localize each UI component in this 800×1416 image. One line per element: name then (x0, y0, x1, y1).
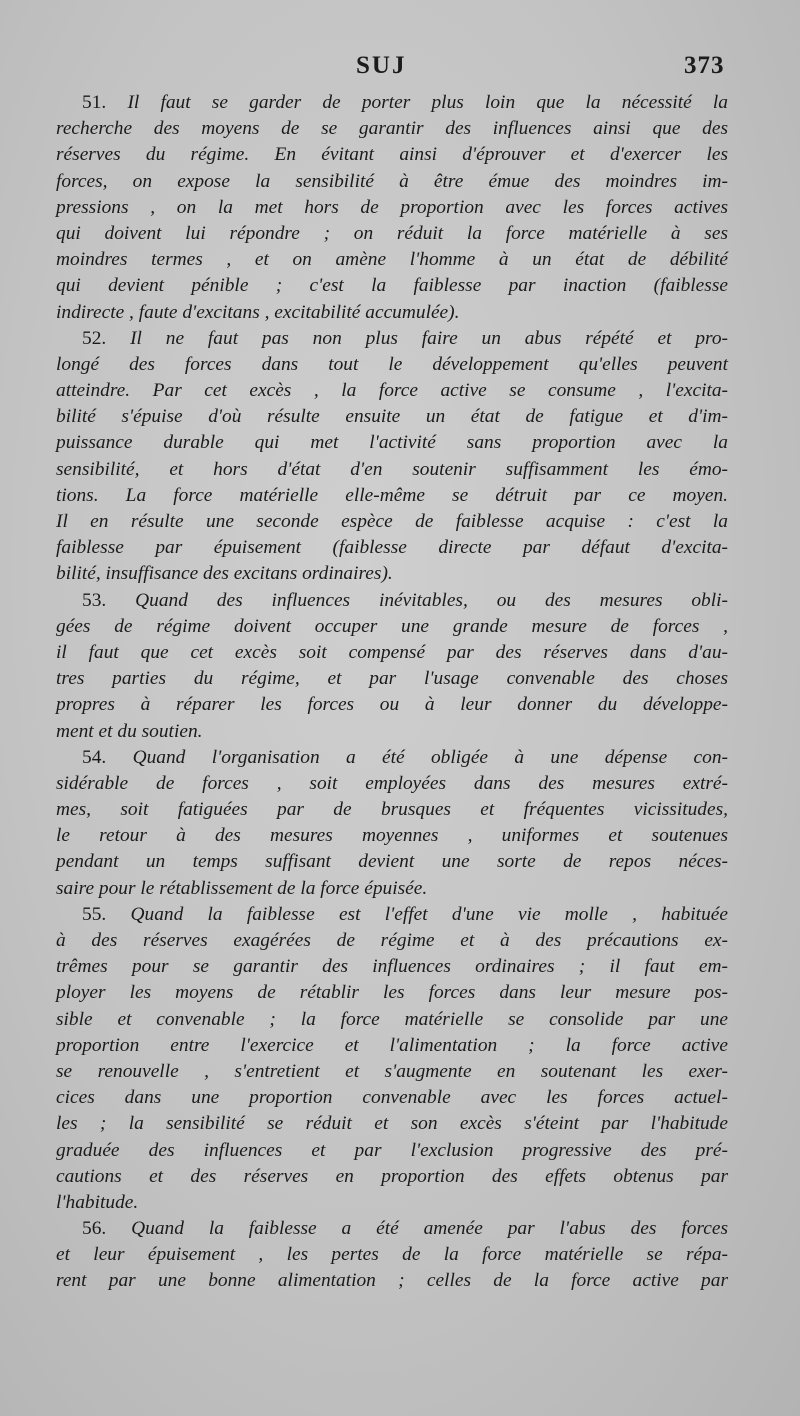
text-line: longé des forces dans tout le développement qu'elles peuvent (56, 353, 728, 375)
text-line: les ; la sensibilité se réduit et son excès s'éteint par l'habitude (56, 1113, 728, 1135)
paragraph-number: 56. (82, 1218, 107, 1240)
text-line: gées de régime doivent occuper une grande mesure de forces , (56, 615, 728, 637)
paragraph-number: 51. (82, 92, 107, 113)
text-line: l'habitude. (56, 1191, 139, 1213)
line-text: Quand la faiblesse est l'effet d'une vie molle , habituée (130, 903, 728, 925)
line-text: Quand l'organisation a été obligée à une dépense con- (132, 746, 728, 768)
text-line: tions. La force matérielle elle-même se détruit par ce moyen. (56, 484, 728, 506)
line-text: Quand la faiblesse a été amenée par l'abus des forces (131, 1218, 728, 1240)
running-title: SUJ (356, 52, 407, 79)
text-line: à des réserves exagérées de régime et à des précautions ex- (56, 930, 728, 951)
text-line: sidérable de forces , soit employées dans des mesures extré- (56, 772, 728, 794)
paragraph-56 (56, 1216, 728, 1295)
text-line (56, 90, 728, 116)
text-line: sensibilité, et hors d'état d'en soutenir suffisamment les émo- (56, 458, 728, 480)
text-line: saire pour le rétablissement de la force épuisée. (56, 877, 428, 899)
paragraph-53 (56, 588, 728, 745)
text-line: forces, on expose la sensibilité à être émue des moindres im- (56, 170, 728, 192)
text-line: atteindre. Par cet excès , la force active se consume , l'excita- (56, 380, 728, 402)
text-line: sible et convenable ; la force matérielle se consolide par une (56, 1008, 728, 1030)
text-line: et leur épuisement , les pertes de la force matérielle se répa- (56, 1244, 728, 1266)
text-line: trêmes pour se garantir des influences ordinaires ; il faut em- (56, 956, 728, 978)
text-line: pendant un temps suffisant devient une sorte de repos néces- (56, 851, 728, 873)
text-line: qui devient pénible ; c'est la faiblesse par inaction (faiblesse (56, 275, 728, 297)
paragraph-number: 55. (82, 903, 107, 925)
text-line: moindres termes , et on amène l'homme à un état de débilité (56, 249, 728, 271)
line-text: Il ne faut pas non plus faire un abus répété et pro- (130, 327, 728, 349)
text-line: faiblesse par épuisement (faiblesse directe par défaut d'excita- (56, 537, 728, 559)
text-line: tres parties du régime, et par l'usage convenable des choses (56, 668, 728, 690)
text-line: Il en résulte une seconde espèce de faiblesse acquise : c'est la (56, 511, 728, 532)
paragraph-51 (56, 90, 728, 326)
paragraph-number: 54. (82, 746, 107, 768)
text-line (56, 745, 728, 771)
text-line: pressions , on la met hors de proportion avec les forces actives (56, 196, 728, 218)
text-line: recherche des moyens de se garantir des influences ainsi que des (56, 118, 728, 140)
text-line: se renouvelle , s'entretient et s'augmente en soutenant les exer- (56, 1060, 728, 1082)
paragraph-number: 53. (82, 589, 107, 611)
text-line (56, 1216, 728, 1242)
text-line: proportion entre l'exercice et l'alimentation ; la force active (56, 1034, 728, 1056)
text-line: propres à réparer les forces ou à leur donner du développe- (56, 694, 728, 716)
page-number: 373 (684, 52, 725, 79)
text-line: bilité, insuffisance des excitans ordinaires). (56, 563, 393, 585)
text-line: cautions et des réserves en proportion des effets obtenus par (56, 1165, 728, 1187)
line-text: Il faut se garder de porter plus loin que la nécessité la (127, 92, 728, 113)
text-line: graduée des influences et par l'exclusion progressive des pré- (56, 1139, 728, 1161)
text-line: ment et du soutien. (56, 720, 203, 742)
text-line: mes, soit fatiguées par de brusques et fréquentes vicissitudes, (56, 799, 728, 821)
paragraph-54 (56, 745, 728, 902)
text-line (56, 326, 728, 352)
line-text: Quand des influences inévitables, ou des mesures obli- (135, 589, 728, 611)
text-line (56, 588, 728, 614)
text-line: indirecte , faute d'excitans , excitabilité accumulée). (56, 301, 460, 323)
text-line: qui doivent lui répondre ; on réduit la force matérielle à ses (56, 222, 728, 244)
text-line: le retour à des mesures moyennes , uniformes et soutenues (56, 825, 728, 847)
text-line: puissance durable qui met l'activité sans proportion avec la (56, 432, 728, 454)
text-line: rent par une bonne alimentation ; celles de la force active par (56, 1270, 728, 1292)
text-line: réserves du régime. En évitant ainsi d'éprouver et d'exercer les (56, 144, 728, 166)
text-line (56, 902, 728, 928)
text-line: ployer les moyens de rétablir les forces dans leur mesure pos- (56, 982, 728, 1004)
text-line: cices dans une proportion convenable avec les forces actuel- (56, 1087, 728, 1109)
text-line: il faut que cet excès soit compensé par des réserves dans d'au- (56, 641, 728, 663)
text-block (56, 90, 728, 1295)
paragraph-number: 52. (82, 327, 107, 349)
text-line: bilité s'épuise d'où résulte ensuite un état de fatigue et d'im- (56, 406, 728, 428)
paragraph-55 (56, 902, 728, 1216)
running-head (0, 52, 800, 88)
paragraph-52 (56, 326, 728, 588)
